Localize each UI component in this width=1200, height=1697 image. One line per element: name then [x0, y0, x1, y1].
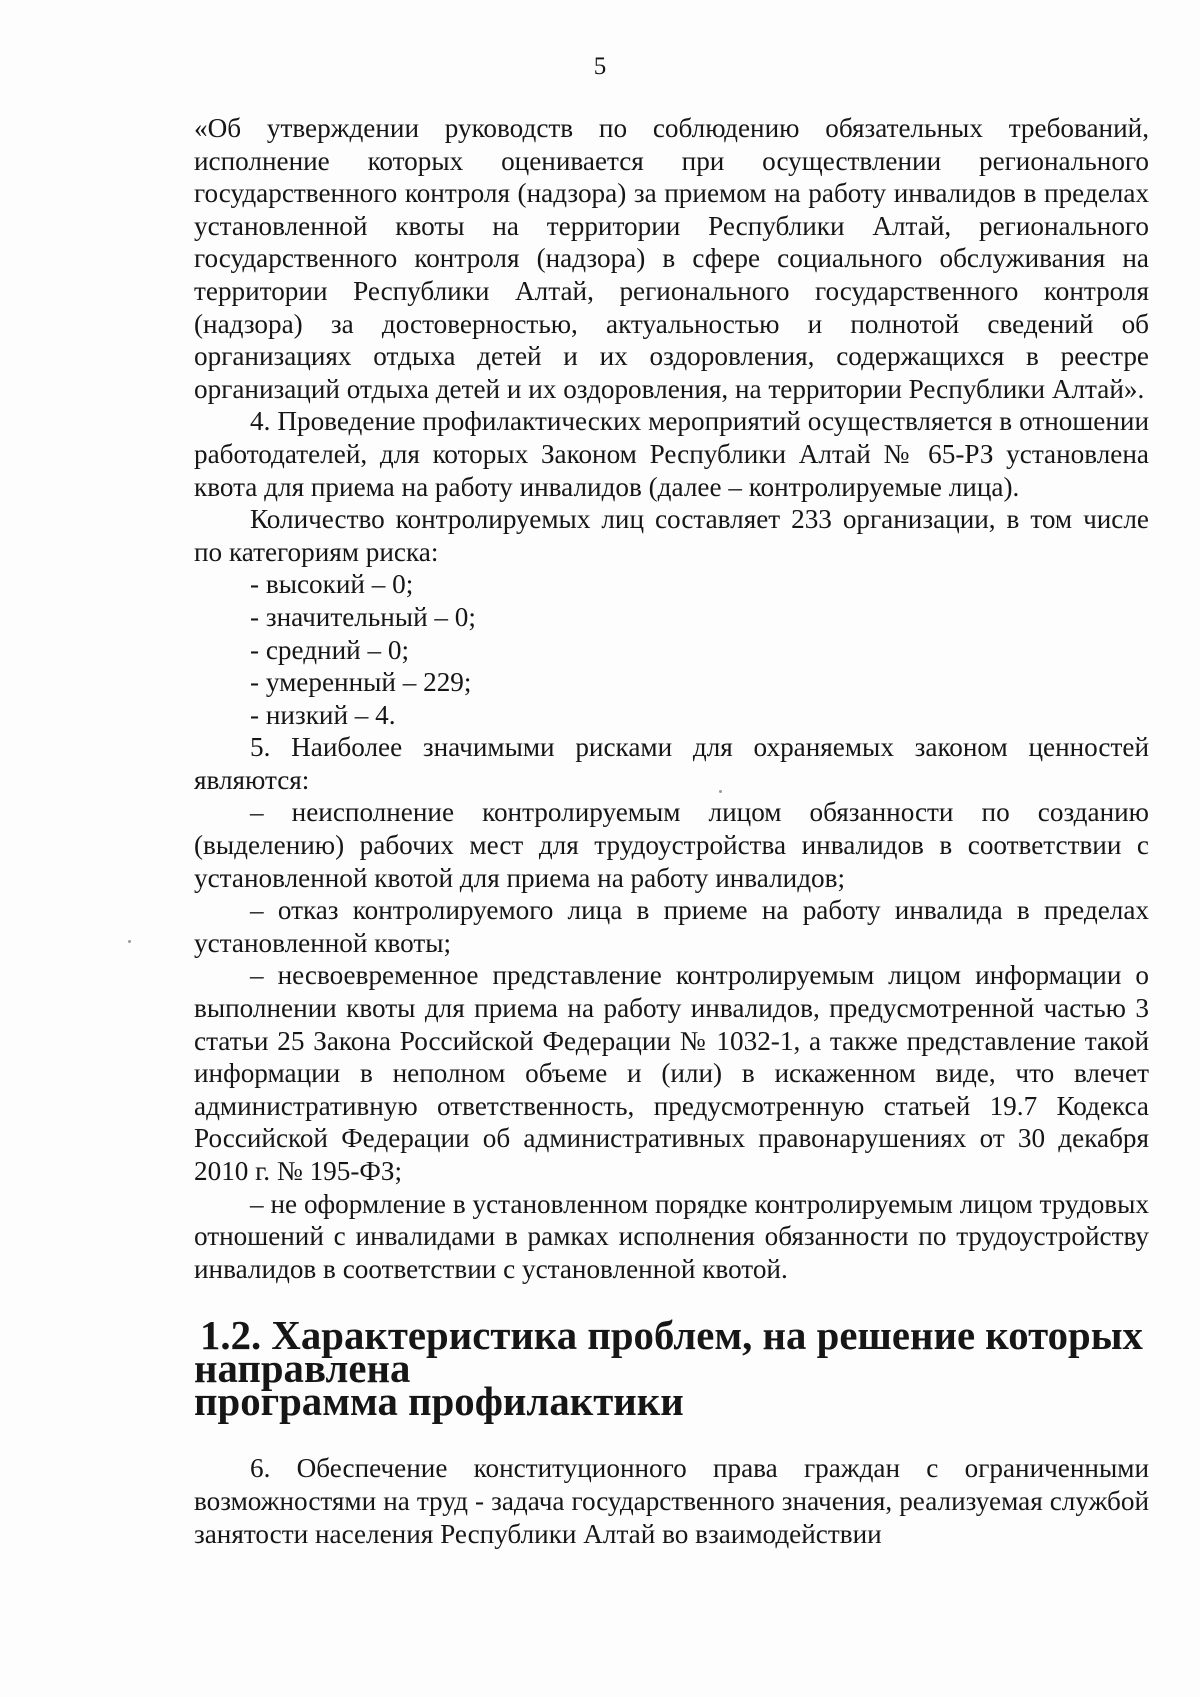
- risk-category-significant: - значительный – 0;: [250, 601, 476, 632]
- paragraph-item-5: 5. Наиболее значимыми рисками для охраняемых законом ценностей являются:: [194, 732, 1149, 795]
- risk-category-high: - высокий – 0;: [250, 569, 414, 600]
- risk-category-moderate: - умеренный – 229;: [250, 667, 472, 698]
- risk-item: – отказ контролируемого лица в приеме на работу инвалида в пределах установленной квоты;: [194, 895, 1149, 958]
- section-heading-line-2: программа профилактики: [194, 1379, 684, 1425]
- scan-speck: [128, 940, 131, 943]
- intro-paragraph: «Об утверждении руководств по соблюдению обязательных требований, исполнение которых оценивается при осуществлении регионального государственного контроля (надзора) за приемом на работу инвалидов в пределах установленной квоты на территории Республики Алтай, регионального государственного контроля (надзора) в сфере социального обслуживания на территории Республики Алтай, регионального государственного контроля (надзора) за достоверностью, актуальностью и полнотой сведений об организациях отдыха детей и их оздоровления, содержащихся в реестре организаций отдыха детей и их оздоровления, на территории Республики Алтай».: [194, 113, 1149, 404]
- controlled-persons-count-paragraph: Количество контролируемых лиц составляет 233 организации, в том числе по категориям риска:: [194, 504, 1149, 567]
- risk-item: – неисполнение контролируемым лицом обязанности по созданию (выделению) рабочих мест для трудоустройства инвалидов в соответствии с установленной квотой для приема на работу инвалидов;: [194, 797, 1149, 893]
- paragraph-item-6: 6. Обеспечение конституционного права граждан с ограниченными возможностями на труд - задача государственного значения, реализуемая службой занятости населения Республики Алтай во взаимодействии: [194, 1453, 1149, 1549]
- section-heading-line-1: 1.2. Характеристика проблем, на решение которых направлена: [194, 1313, 1143, 1392]
- page-number: 5: [593, 53, 607, 80]
- risk-category-medium: - средний – 0;: [250, 634, 410, 665]
- risk-category-list: [194, 568, 1149, 731]
- document-body: [194, 112, 1149, 1550]
- paragraph-item-4: 4. Проведение профилактических мероприятий осуществляется в отношении работодателей, для которых Законом Республики Алтай № 65-РЗ установлена квота для приема на работу инвалидов (далее – контролируемые лица).: [194, 406, 1149, 502]
- risk-category-low: - низкий – 4.: [250, 699, 396, 730]
- risk-item: – не оформление в установленном порядке контролируемым лицом трудовых отношений с инвалидами в рамках исполнения обязанности по трудоустройству инвалидов в соответствии с установленной квотой.: [194, 1188, 1149, 1284]
- significant-risks-list: [194, 796, 1149, 1285]
- scan-speck: [719, 790, 722, 793]
- section-heading: [194, 1313, 1149, 1425]
- risk-item: – несвоевременное представление контролируемым лицом информации о выполнении квоты для приема на работу инвалидов, предусмотренной частью 3 статьи 25 Закона Российской Федерации № 1032-1, а также представление такой информации в неполном объеме и (или) в искаженном виде, что влечет административную ответственность, предусмотренную статьей 19.7 Кодекса Российской Федерации об административных правонарушениях от 30 декабря 2010 г. № 195-ФЗ;: [194, 960, 1149, 1186]
